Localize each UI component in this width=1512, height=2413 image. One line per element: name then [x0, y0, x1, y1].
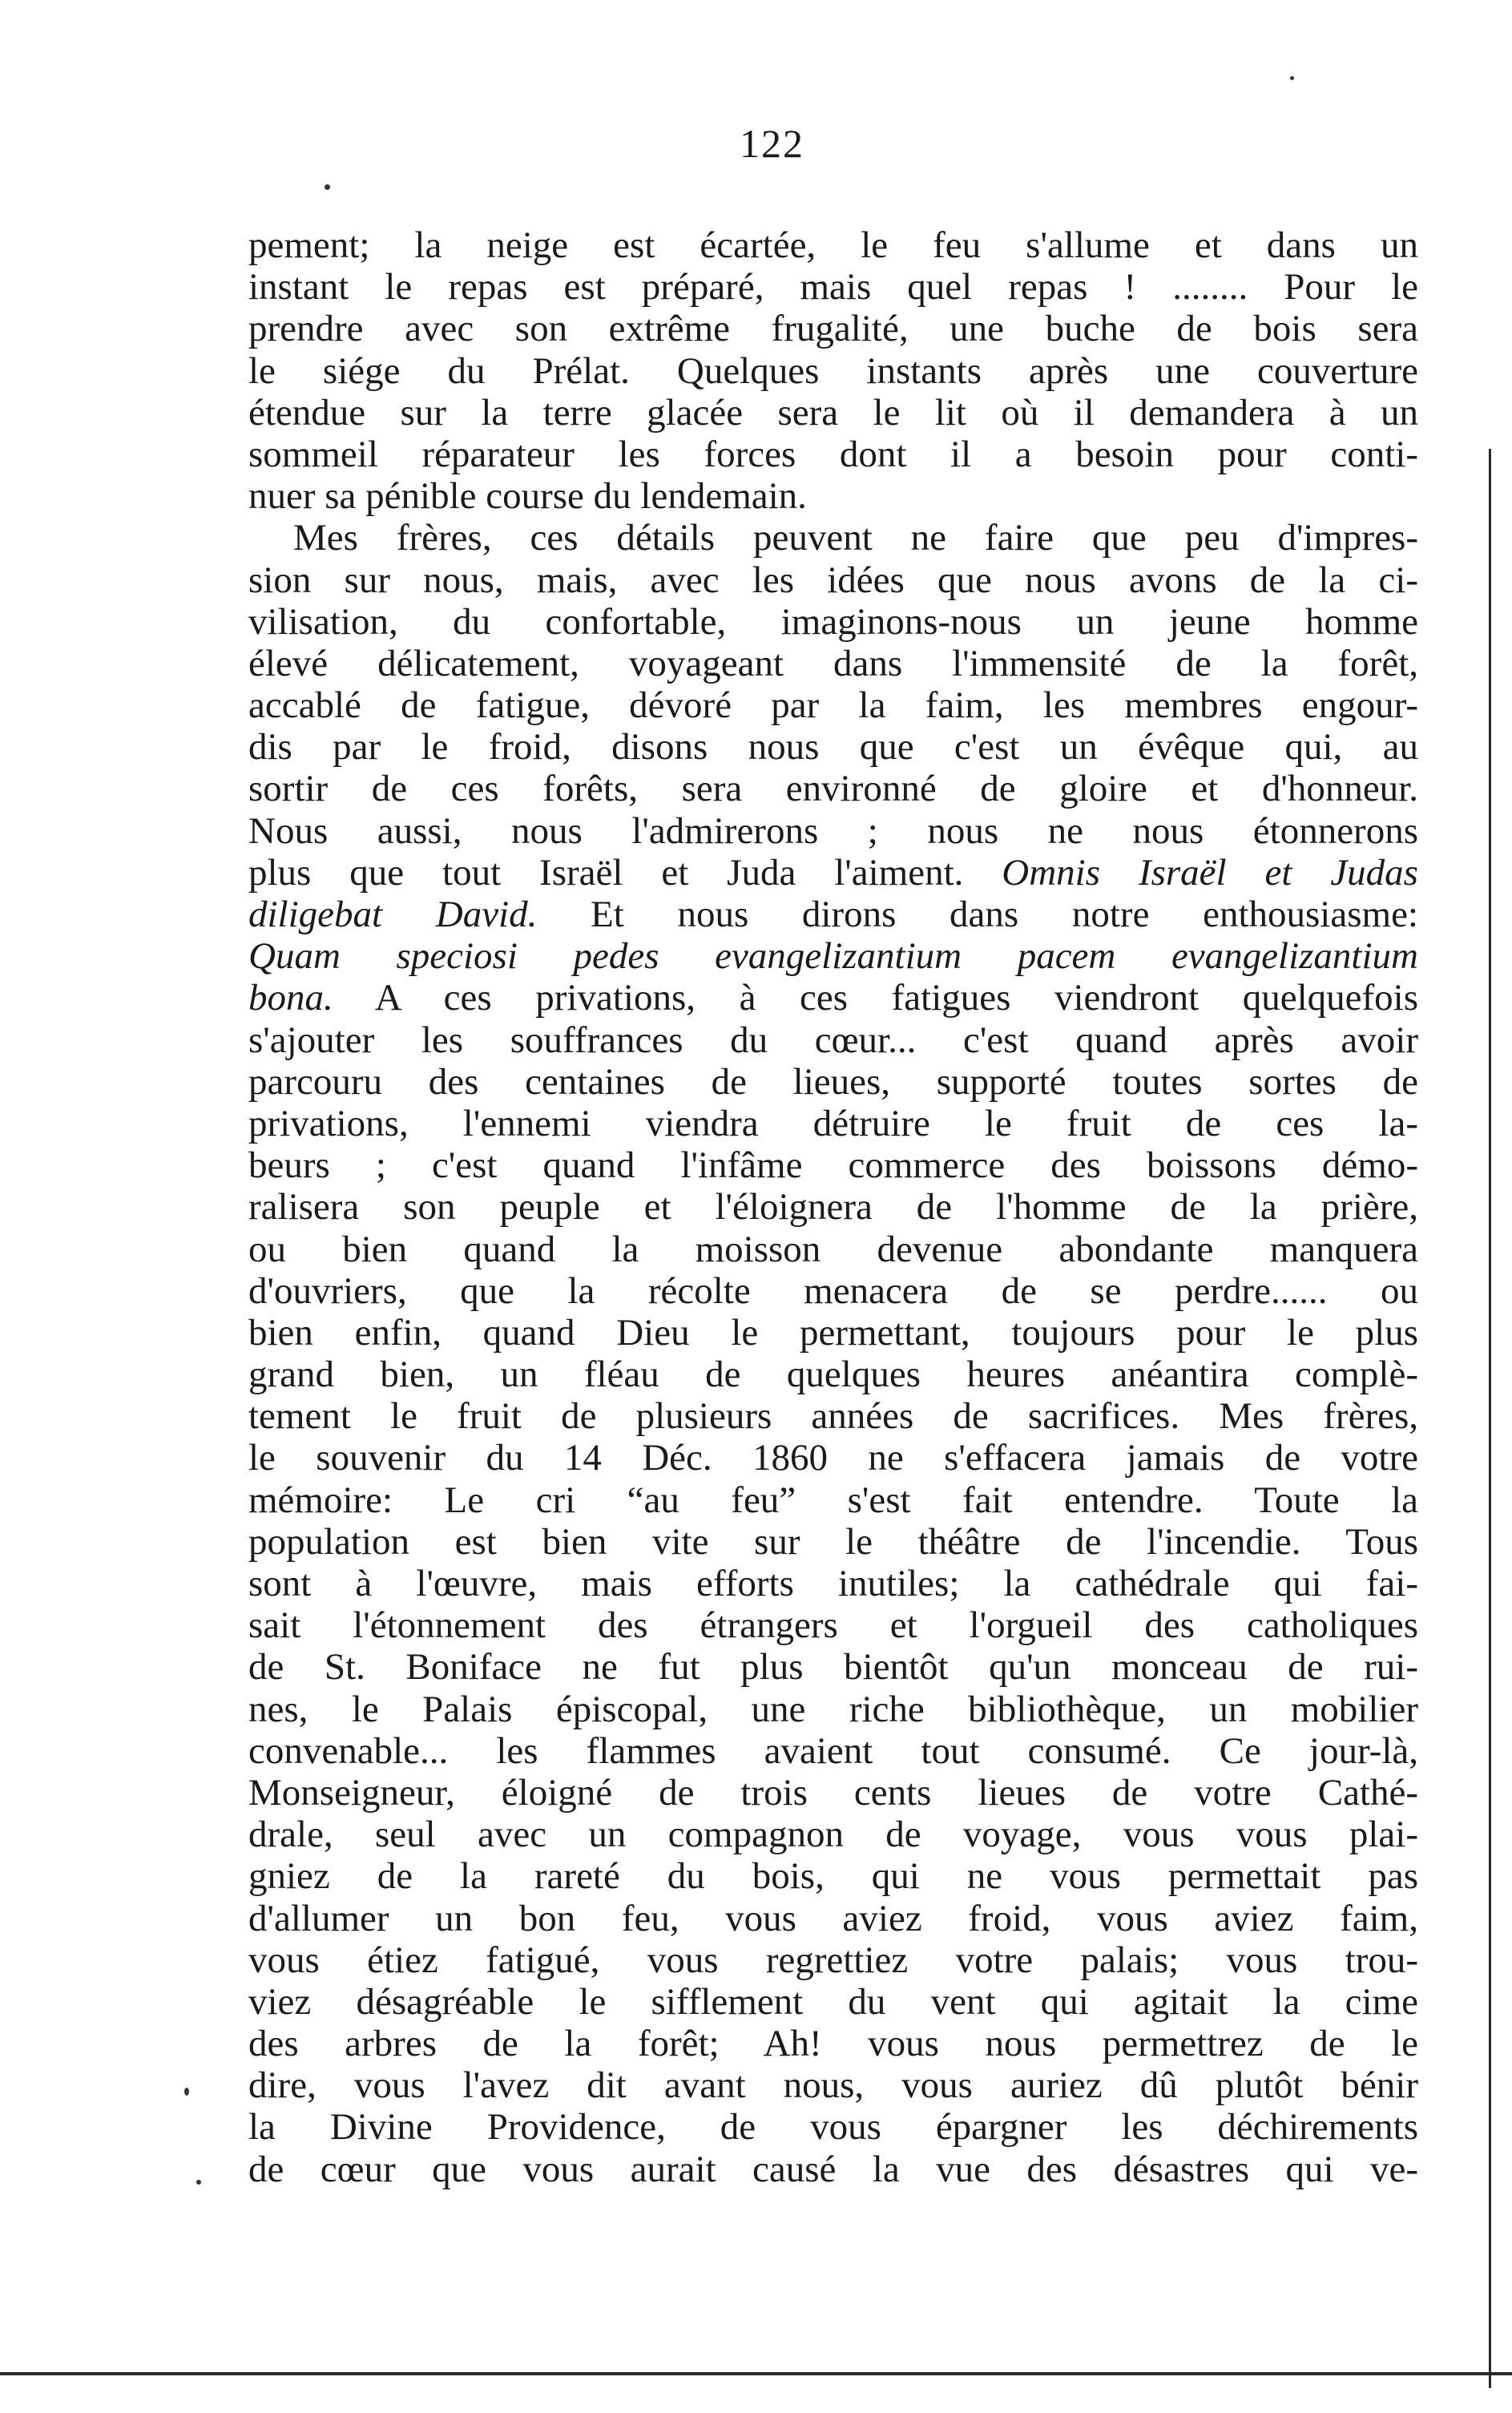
line-text: viez désagréable le sifflement du vent qui agitait la cime — [248, 1980, 1418, 2023]
line-text: Mes frères, ces détails peuvent ne faire que peu d'impres- — [293, 517, 1418, 559]
italic-latin-phrase: Quam speciosi pedes evangelizantium pacem evangelizantium — [248, 935, 1418, 978]
text-line — [248, 894, 1418, 935]
text-line — [248, 1772, 1418, 1814]
line-text: Monseigneur, éloigné de trois cents lieues de votre Cathé- — [248, 1771, 1418, 1814]
line-text: d'allumer un bon feu, vous aviez froid, vous aviez faim, — [248, 1897, 1418, 1939]
line-text: parcouru des centaines de lieues, supporté toutes sortes de — [248, 1060, 1418, 1103]
line-text: dis par le froid, disons nous que c'est un évêque qui, au — [248, 726, 1418, 769]
text-line — [248, 1689, 1418, 1730]
line-text: accablé de fatigue, dévoré par la faim, les membres engour- — [248, 684, 1418, 727]
text-line — [248, 224, 1418, 266]
text-line — [248, 601, 1418, 643]
line-text: le souvenir du 14 Déc. 1860 ne s'effacera jamais de votre — [248, 1437, 1418, 1479]
ink-speck — [1290, 76, 1294, 80]
right-edge-rule — [1489, 449, 1491, 2388]
text-line — [248, 1437, 1418, 1479]
line-text: nes, le Palais épiscopal, une riche bibliothèque, un mobilier — [248, 1688, 1418, 1730]
text-line — [248, 517, 1418, 559]
line-text: sion sur nous, mais, avec les idées que nous avons de la ci- — [248, 559, 1418, 601]
italic-latin-phrase: diligebat David. — [248, 894, 538, 935]
line-text: population est bien vite sur le théâtre de l'incendie. Tous — [248, 1520, 1418, 1563]
line-text: sommeil réparateur les forces dont il a besoin pour conti- — [248, 433, 1418, 475]
italic-latin-phrase: Omnis Israël et Judas — [963, 851, 1418, 894]
text-line — [248, 1061, 1418, 1103]
text-line — [248, 392, 1418, 434]
text-line — [248, 1270, 1418, 1312]
italic-latin-phrase: bona. — [248, 977, 333, 1019]
line-text: élevé délicatement, voyageant dans l'immensité de la forêt, — [248, 642, 1418, 684]
text-line — [248, 1186, 1418, 1228]
text-line — [248, 1144, 1418, 1186]
text-line — [248, 1395, 1418, 1437]
line-text: la Divine Providence, de vous épargner les déchirements — [248, 2106, 1418, 2149]
text-line — [248, 1563, 1418, 1604]
ink-speck — [196, 2180, 201, 2185]
line-text: de cœur que vous aurait causé la vue des désastres qui ve- — [248, 2148, 1418, 2190]
ink-speck — [325, 184, 330, 190]
line-text: d'ouvriers, que la récolte menacera de se perdre...... ou — [248, 1269, 1418, 1312]
text-line — [248, 1939, 1418, 1981]
line-text: gniez de la rareté du bois, qui ne vous permettait pas — [248, 1855, 1418, 1898]
line-text: plus que tout Israël et Juda l'aiment. — [248, 851, 964, 894]
line-text: grand bien, un fléau de quelques heures anéantira complè- — [248, 1354, 1418, 1396]
text-line — [248, 1730, 1418, 1772]
text-line — [248, 1229, 1418, 1270]
line-text: s'ajouter les souffrances du cœur... c'est quand après avoir — [248, 1019, 1418, 1061]
text-line — [248, 935, 1418, 977]
page-number: 122 — [740, 121, 804, 166]
text-line — [248, 1019, 1418, 1061]
line-text: vilisation, du confortable, imaginons-nous un jeune homme — [248, 600, 1418, 643]
text-line — [248, 1479, 1418, 1521]
line-text: des arbres de la forêt; Ah! vous nous permettrez de le — [248, 2023, 1418, 2065]
line-text: instant le repas est préparé, mais quel repas ! ........ Pour le — [248, 266, 1418, 309]
text-line — [248, 1604, 1418, 1646]
text-line — [248, 350, 1418, 392]
text-line — [248, 1646, 1418, 1688]
text-line — [248, 266, 1418, 308]
text-line — [248, 1898, 1418, 1939]
line-text: dire, vous l'avez dit avant nous, vous auriez dû plutôt bénir — [248, 2064, 1418, 2107]
bottom-edge-rule — [0, 2372, 1512, 2375]
text-line — [248, 643, 1418, 684]
text-line — [248, 977, 1418, 1019]
text-line — [248, 2149, 1418, 2190]
line-text: sortir de ces forêts, sera environné de gloire et d'honneur. — [248, 768, 1418, 810]
line-text: vous étiez fatigué, vous regrettiez votre palais; vous trou- — [248, 1939, 1418, 1981]
ink-speck — [184, 2088, 189, 2096]
line-text: bien enfin, quand Dieu le permettant, toujours pour le plus — [248, 1311, 1418, 1354]
text-line — [248, 434, 1418, 475]
line-text: ou bien quand la moisson devenue abondante manquera — [248, 1228, 1418, 1270]
text-line — [248, 1981, 1418, 2023]
line-text: nuer sa pénible course du lendemain. — [248, 475, 807, 518]
line-text: privations, l'ennemi viendra détruire le fruit de ces la- — [248, 1102, 1418, 1144]
line-text: ralisera son peuple et l'éloignera de l'homme de la prière, — [248, 1186, 1418, 1229]
line-text: sont à l'œuvre, mais efforts inutiles; la cathédrale qui fai- — [248, 1563, 1418, 1604]
line-text: prendre avec son extrême frugalité, une buche de bois sera — [248, 308, 1418, 350]
line-text: étendue sur la terre glacée sera le lit où il demandera à un — [248, 391, 1418, 434]
text-line — [248, 1521, 1418, 1563]
text-line — [248, 1354, 1418, 1395]
text-line — [248, 768, 1418, 809]
text-line — [248, 308, 1418, 349]
line-text: de St. Boniface ne fut plus bientôt qu'un monceau de rui- — [248, 1646, 1418, 1689]
text-line — [248, 2106, 1418, 2148]
text-line — [248, 2023, 1418, 2064]
line-text: A ces privations, à ces fatigues viendront quelquefois — [333, 977, 1418, 1019]
line-text: tement le fruit de plusieurs années de sacrifices. Mes frères, — [248, 1395, 1418, 1438]
line-text: Nous aussi, nous l'admirerons ; nous ne nous étonnerons — [248, 809, 1418, 852]
line-text: le siége du Prélat. Quelques instants après une couverture — [248, 349, 1418, 392]
line-text: Et nous dirons dans notre enthousiasme: — [537, 894, 1418, 935]
line-text: beurs ; c'est quand l'infâme commerce des boissons démo- — [248, 1144, 1418, 1187]
line-text: sait l'étonnement des étrangers et l'orgueil des catholiques — [248, 1604, 1418, 1647]
line-text: mémoire: Le cri “au feu” s'est fait entendre. Toute la — [248, 1479, 1418, 1521]
line-text: pement; la neige est écartée, le feu s'allume et dans un — [248, 224, 1418, 266]
text-line — [248, 684, 1418, 726]
text-line — [248, 726, 1418, 768]
text-line — [248, 1814, 1418, 1855]
body-text — [248, 224, 1418, 2190]
text-line — [248, 852, 1418, 894]
text-line — [248, 810, 1418, 852]
text-line — [248, 475, 1418, 517]
text-line — [248, 2064, 1418, 2106]
text-line — [248, 1855, 1418, 1897]
line-text: convenable... les flammes avaient tout consumé. Ce jour-là, — [248, 1729, 1418, 1772]
line-text: drale, seul avec un compagnon de voyage, vous vous plai- — [248, 1814, 1418, 1856]
text-line — [248, 1312, 1418, 1354]
text-line — [248, 559, 1418, 601]
text-line — [248, 1103, 1418, 1144]
